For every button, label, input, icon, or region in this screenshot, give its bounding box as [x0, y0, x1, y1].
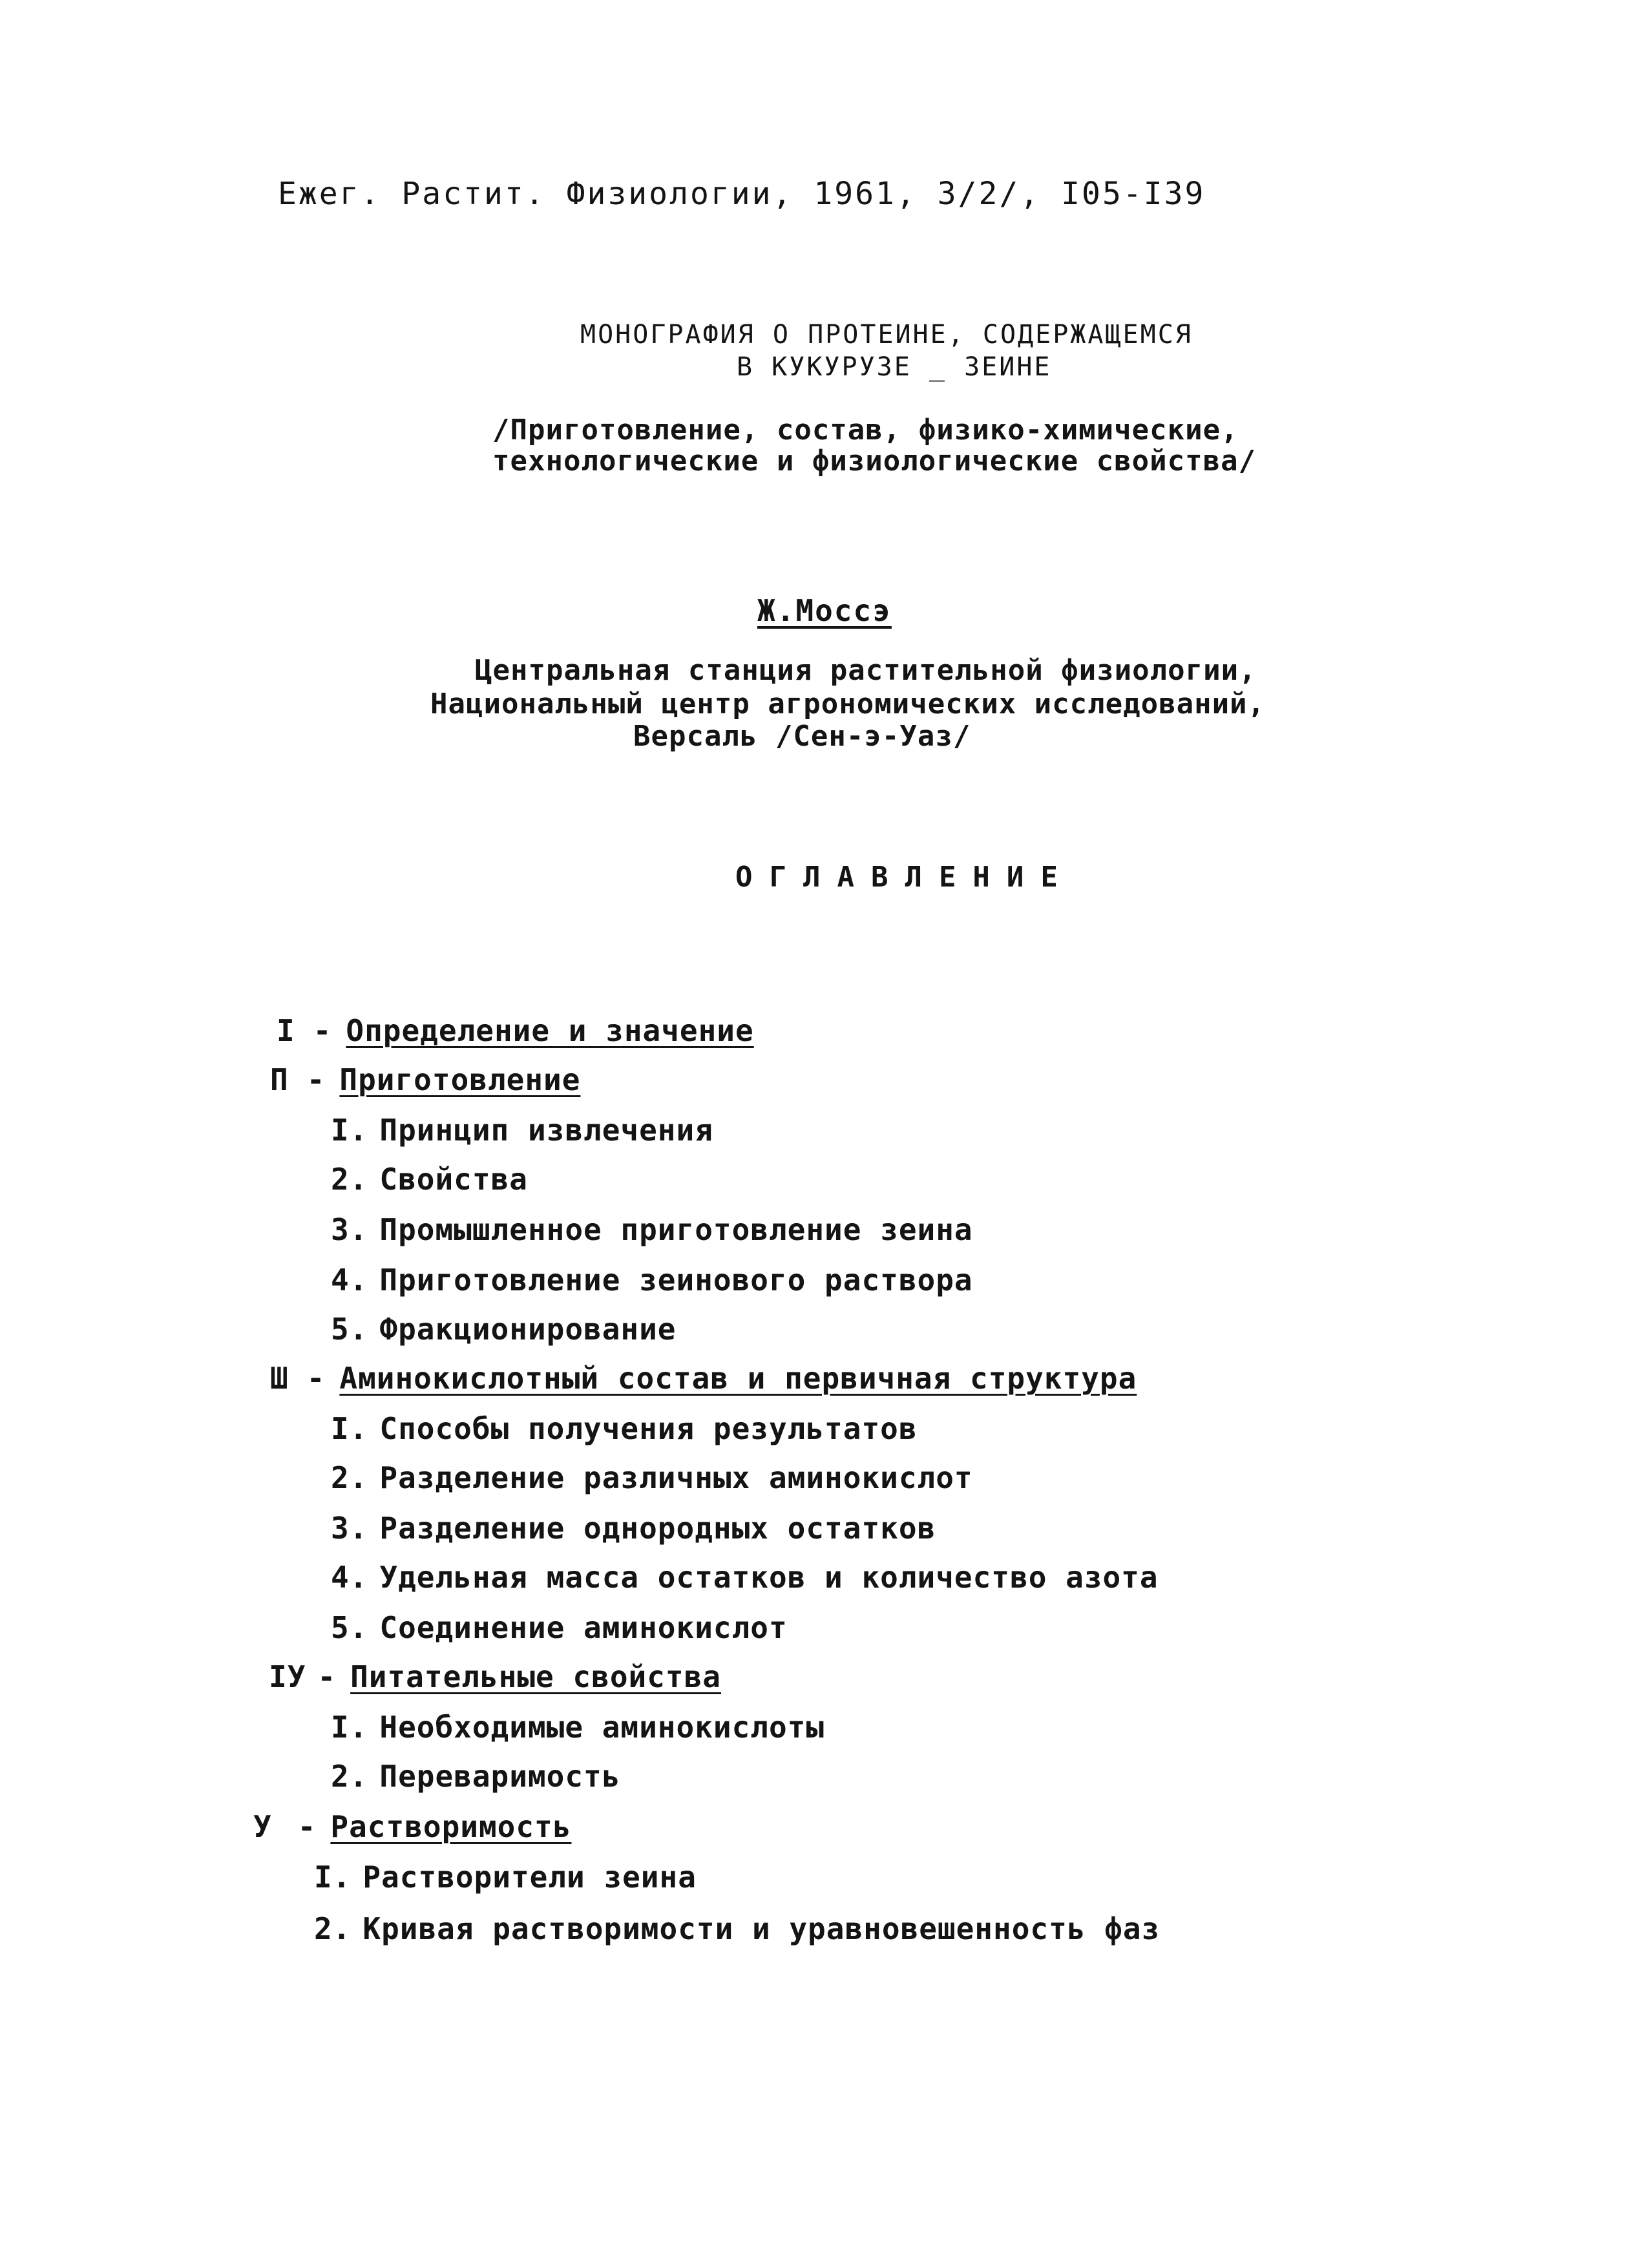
item-number: 2. [314, 1911, 352, 1946]
toc-item [331, 1312, 677, 1347]
section-title: Питательные свойства [350, 1659, 721, 1694]
toc-section [253, 1809, 571, 1844]
item-text: Переваримость [379, 1759, 621, 1794]
toc-item [331, 1162, 528, 1197]
toc-section [277, 1013, 754, 1048]
item-number: I. [331, 1710, 368, 1745]
item-number: I. [331, 1113, 368, 1148]
subtitle-line-2: технологические и физиологические свойства/ [492, 445, 1257, 478]
item-text: Промышленное приготовление зеина [379, 1212, 973, 1247]
section-number: У [253, 1809, 272, 1844]
author: Ж.Моссэ [757, 593, 892, 628]
toc-item [314, 1911, 1160, 1946]
toc-item [331, 1610, 788, 1645]
item-number: 4. [331, 1560, 368, 1595]
item-number: 5. [331, 1610, 368, 1645]
section-dash: - [313, 1013, 332, 1048]
toc-heading: ОГЛАВЛЕНИЕ [735, 861, 1075, 894]
section-dash: - [317, 1659, 337, 1694]
item-text: Способы получения результатов [379, 1411, 918, 1446]
item-number: 2. [331, 1162, 368, 1197]
toc-item [314, 1860, 697, 1895]
section-dash: - [306, 1062, 326, 1097]
title-line-1: МОНОГРАФИЯ О ПРОТЕИНЕ, СОДЕРЖАЩЕМСЯ [580, 320, 1193, 350]
toc-section [269, 1659, 721, 1694]
item-number: 3. [331, 1511, 368, 1546]
toc-item [331, 1511, 936, 1546]
item-number: 2. [331, 1460, 368, 1495]
item-text: Принцип извлечения [379, 1113, 713, 1148]
citation: Ежег. Растит. Физиологии, 1961, 3/2/, I05-I39 [278, 176, 1206, 212]
section-dash: - [297, 1809, 317, 1844]
toc-item [331, 1460, 973, 1495]
item-number: 4. [331, 1263, 368, 1297]
section-title: Определение и значение [346, 1013, 754, 1048]
section-title: Растворимость [330, 1809, 572, 1844]
toc-item [331, 1411, 918, 1446]
toc-item [331, 1710, 824, 1745]
affiliation-line-3: Версаль /Сен-э-Уаз/ [633, 720, 971, 753]
subtitle-line-1: /Приготовление, состав, физико-химические, [492, 414, 1239, 446]
item-text: Приготовление зеинового раствора [379, 1263, 973, 1297]
toc-item [331, 1560, 1159, 1595]
affiliation-line-2: Национальный центр агрономических исследований, [430, 688, 1266, 720]
section-title: Приготовление [339, 1062, 581, 1097]
toc-item [331, 1212, 973, 1247]
item-text: Кривая растворимости и уравновешенность фаз [362, 1911, 1161, 1946]
item-text: Разделение однородных остатков [379, 1511, 936, 1546]
item-number: 3. [331, 1212, 368, 1247]
section-title: Аминокислотный состав и первичная структура [339, 1361, 1137, 1396]
toc-item [331, 1759, 620, 1794]
affiliation-line-1: Центральная станция растительной физиологии, [475, 654, 1257, 687]
item-text: Фракционирование [379, 1312, 677, 1347]
item-number: I. [314, 1860, 352, 1895]
item-number: 2. [331, 1759, 368, 1794]
toc-section [270, 1062, 580, 1097]
title-line-2: В КУКУРУЗЕ _ ЗЕИНЕ [737, 352, 1052, 382]
item-text: Свойства [379, 1162, 528, 1197]
section-dash: - [306, 1361, 326, 1396]
item-text: Необходимые аминокислоты [379, 1710, 825, 1745]
item-text: Разделение различных аминокислот [379, 1460, 973, 1495]
toc-item [331, 1263, 973, 1297]
section-number: IУ [269, 1659, 306, 1694]
toc-section [270, 1361, 1137, 1396]
item-text: Удельная масса остатков и количество азота [379, 1560, 1159, 1595]
item-text: Растворители зеина [362, 1860, 697, 1895]
section-number: I [277, 1013, 295, 1048]
section-number: П [270, 1062, 289, 1097]
toc-item [331, 1113, 713, 1148]
item-text: Соединение аминокислот [379, 1610, 788, 1645]
section-number: Ш [270, 1361, 289, 1396]
item-number: I. [331, 1411, 368, 1446]
item-number: 5. [331, 1312, 368, 1347]
